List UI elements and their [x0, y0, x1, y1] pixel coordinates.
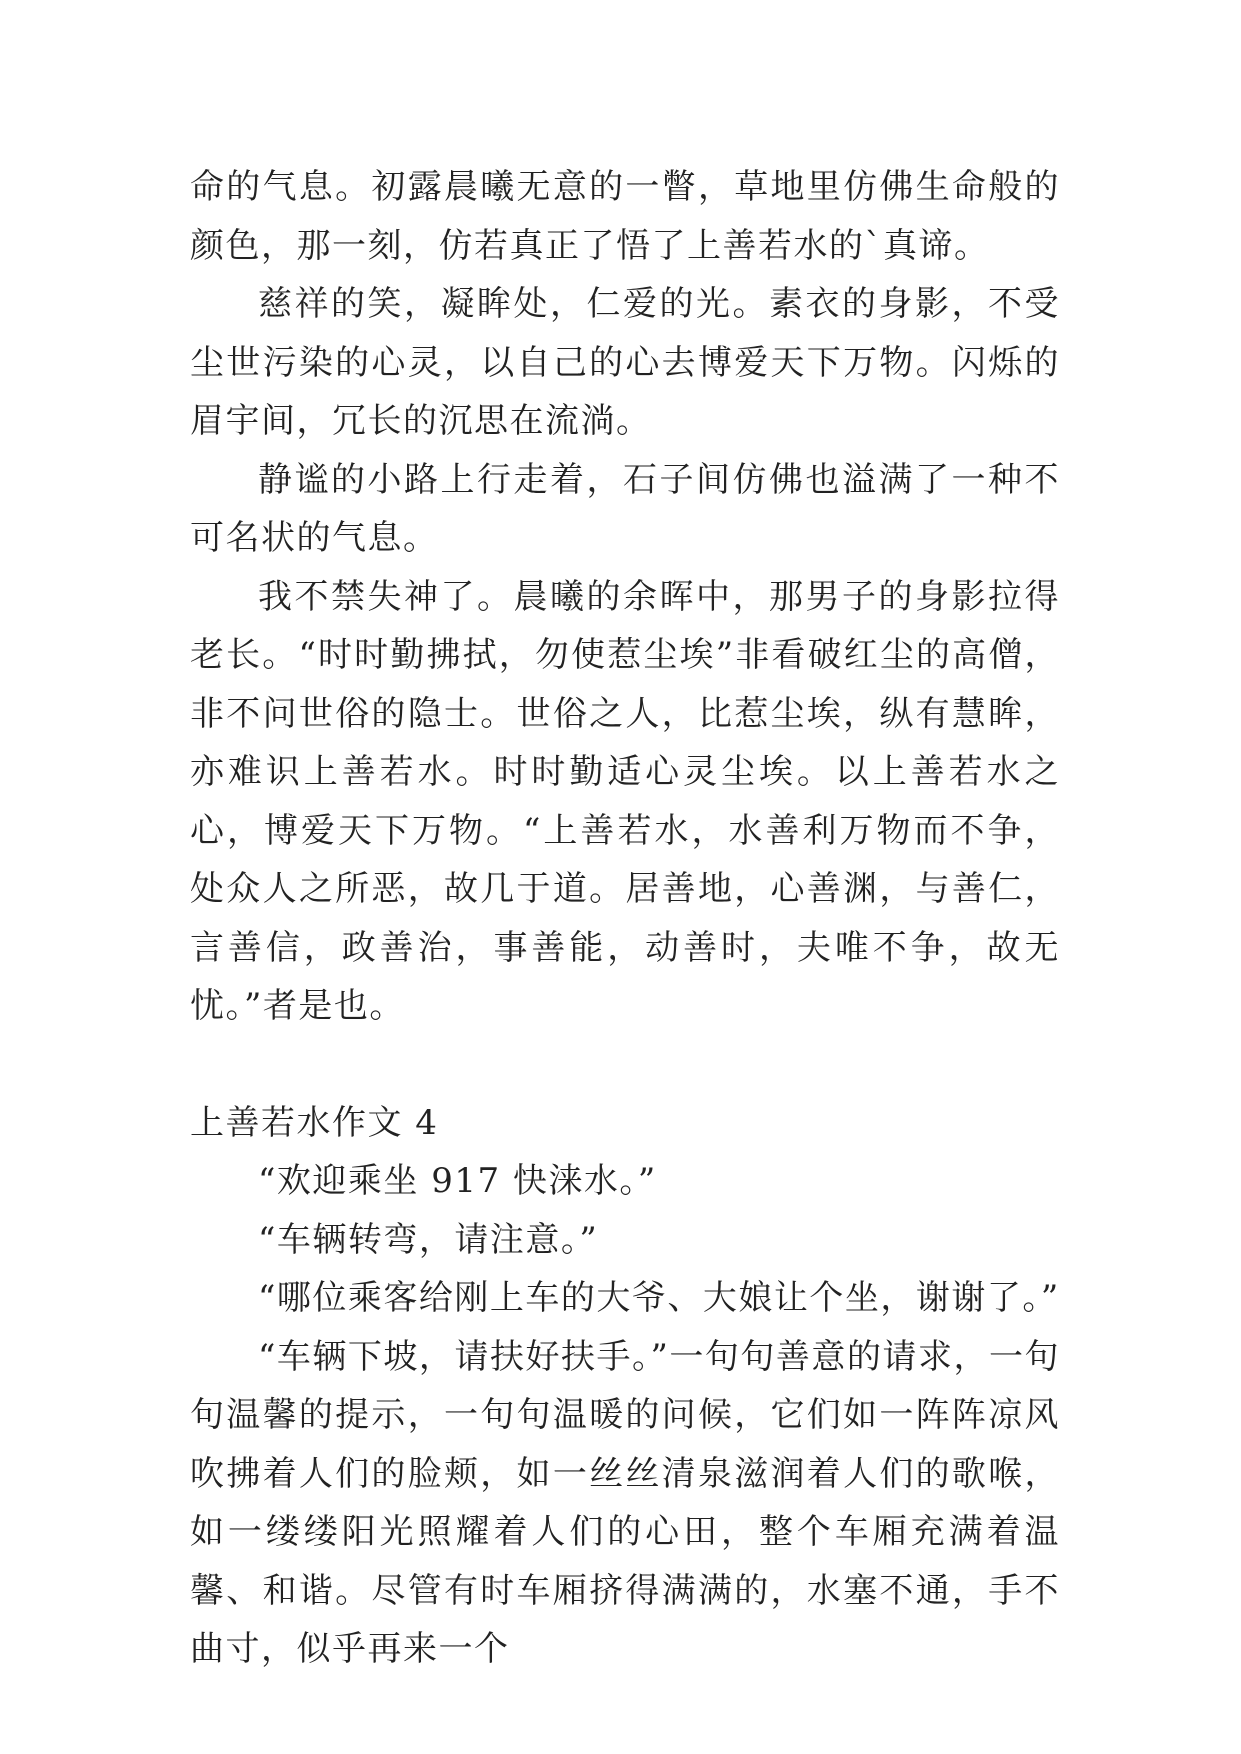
paragraph: “欢迎乘坐 917 快涞水。” — [258, 1161, 657, 1201]
paragraph: 我不禁失神了。晨曦的余晖中，那男子的身影拉得老长。“时时勤拂拭，勿使惹尘埃”非看破红尘的高僧，非不问世俗的隐士。世俗之人，比惹尘埃，纵有慧眸，亦难识上善若水。时时勤适心灵尘埃。以上善若水之心，博爱天下万物。“上善若水，水善利万物而不争，处众人之所恶，故几于道。居善地，心善渊，与善仁，言善信，政善治，事善能，动善时，夫唯不争，故无忧。”者是也。 — [190, 576, 1060, 1026]
document-body — [190, 158, 1060, 1679]
paragraph: “车辆转弯，请注意。” — [258, 1219, 599, 1260]
paragraph: 静谧的小路上行走着，石子间仿佛也溢满了一种不可名状的气息。 — [190, 459, 1060, 558]
paragraph: “哪位乘客给刚上车的大爷、大娘让个坐，谢谢了。” — [258, 1278, 1060, 1318]
section-title: 上善若水作文 4 — [190, 1102, 439, 1143]
paragraph: 命的气息。初露晨曦无意的一瞥，草地里仿佛生命般的颜色，那一刻，仿若真正了悟了上善若水的`真谛。 — [190, 167, 1060, 266]
paragraph: 慈祥的笑，凝眸处，仁爱的光。素衣的身影，不受尘世污染的心灵，以自己的心去博爱天下万物。闪烁的眉宇间，冗长的沉思在流淌。 — [190, 284, 1060, 441]
paragraph: “车辆下坡，请扶好扶手。”一句句善意的请求，一句句温馨的提示，一句句温暖的问候，它们如一阵阵凉风吹拂着人们的脸颊，如一丝丝清泉滋润着人们的歌喉，如一缕缕阳光照耀着人们的心田，整个车厢充满着温馨、和谐。尽管有时车厢挤得满满的，水塞不通，手不曲寸，似乎再来一个 — [190, 1336, 1060, 1669]
